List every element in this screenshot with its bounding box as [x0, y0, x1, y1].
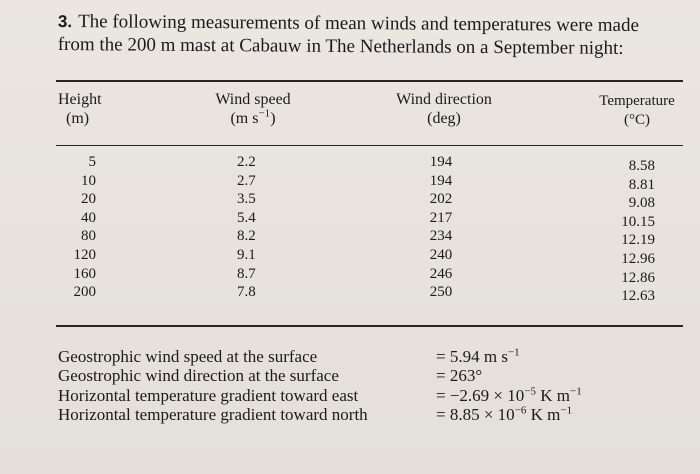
temperature-cell: 8.58 — [628, 158, 655, 174]
column-wind-directions — [421, 153, 461, 302]
wind-direction-cell: 194 — [429, 172, 453, 189]
column-temperatures — [608, 157, 655, 306]
wind-speed-cell: 9.1 — [237, 246, 256, 263]
temperature-cell: 9.08 — [628, 195, 655, 212]
height-cell: 10 — [81, 172, 96, 189]
height-cell: 5 — [88, 154, 96, 170]
table-bottom-rule — [56, 325, 683, 327]
height-cell: 40 — [81, 209, 96, 226]
wind-direction-cell: 234 — [429, 228, 453, 245]
height-cell: 120 — [73, 246, 96, 263]
wind-direction-cell: 194 — [429, 154, 453, 170]
temperature-cell: 12.96 — [621, 250, 655, 267]
temperature-cell: 10.15 — [621, 213, 655, 230]
wind-speed-cell: 8.2 — [237, 228, 256, 245]
header-temperature: Temperature (°C) — [599, 93, 675, 128]
wind-speed-cell: 5.4 — [237, 209, 256, 226]
wind-direction-cell: 250 — [429, 284, 453, 301]
header-wind-speed: Wind speed (m $s^{-1}$) — [215, 91, 291, 127]
header-height: Height (m) — [58, 91, 102, 127]
wind-direction-cell: 217 — [429, 209, 453, 226]
wind-speed-cell: 2.7 — [237, 172, 256, 189]
problem-number: 3. — [57, 11, 73, 32]
column-heights — [58, 153, 96, 302]
problem-line-1: 3. The following measurements of mean winds and temperatures were made — [57, 11, 640, 37]
column-wind-speeds — [237, 153, 277, 302]
height-cell: 80 — [81, 228, 96, 245]
wind-direction-cell: 240 — [429, 246, 453, 263]
height-cell: 160 — [73, 265, 96, 282]
problem-statement — [58, 10, 688, 60]
temperature-cell: 8.81 — [628, 176, 655, 193]
wind-speed-cell: 3.5 — [237, 191, 256, 208]
temperature-cell: 12.63 — [621, 288, 655, 305]
temperature-cell: 12.19 — [621, 232, 655, 249]
temperature-cell: 12.86 — [621, 269, 655, 286]
wind-speed-cell: 2.2 — [237, 154, 256, 170]
textbook-page: 3. The following measurements of mean winds and temperatures were made from the 200 m mast at Cabauw in The Netherlands on a September night: Height (m) Wind speed (m $s^{-1}$) Wind direction (deg) Temperature (°C) 5 10 20 40 80 120 160 200 2.2 2.7 3.5 5.4 8.2 9.1 8.7 7.8 194 194 202 217 234 240 246 250 8.58 8.81 9.08 10.15 12.19 12.96 12.86 12.63 Geostrophic wind speed at the surface = 5.94 m $s^{-1}$ Geostrophic wind direction at the surface = 263° Horizontal temperature gradient toward east = $-2.69 \times 10^{-5}$ K $m^{-1}$ Horizontal temperature gradient toward north = $8.85 \times 10^{-6}$ K $m^{-1}$ — [0, 0, 700, 474]
header-wind-direction: Wind direction (deg) — [396, 91, 492, 127]
table-header-rule — [56, 145, 683, 146]
wind-direction-cell: 246 — [429, 265, 453, 282]
wind-direction-cell: 202 — [429, 191, 453, 208]
problem-line-2: from the 200 m mast at Cabauw in The Netherlands on a September night: — [57, 33, 624, 59]
height-cell: 200 — [73, 284, 96, 301]
wind-speed-cell: 7.8 — [237, 284, 256, 301]
wind-speed-cell: 8.7 — [237, 265, 256, 282]
table-top-rule — [56, 80, 683, 82]
height-cell: 20 — [81, 191, 96, 208]
